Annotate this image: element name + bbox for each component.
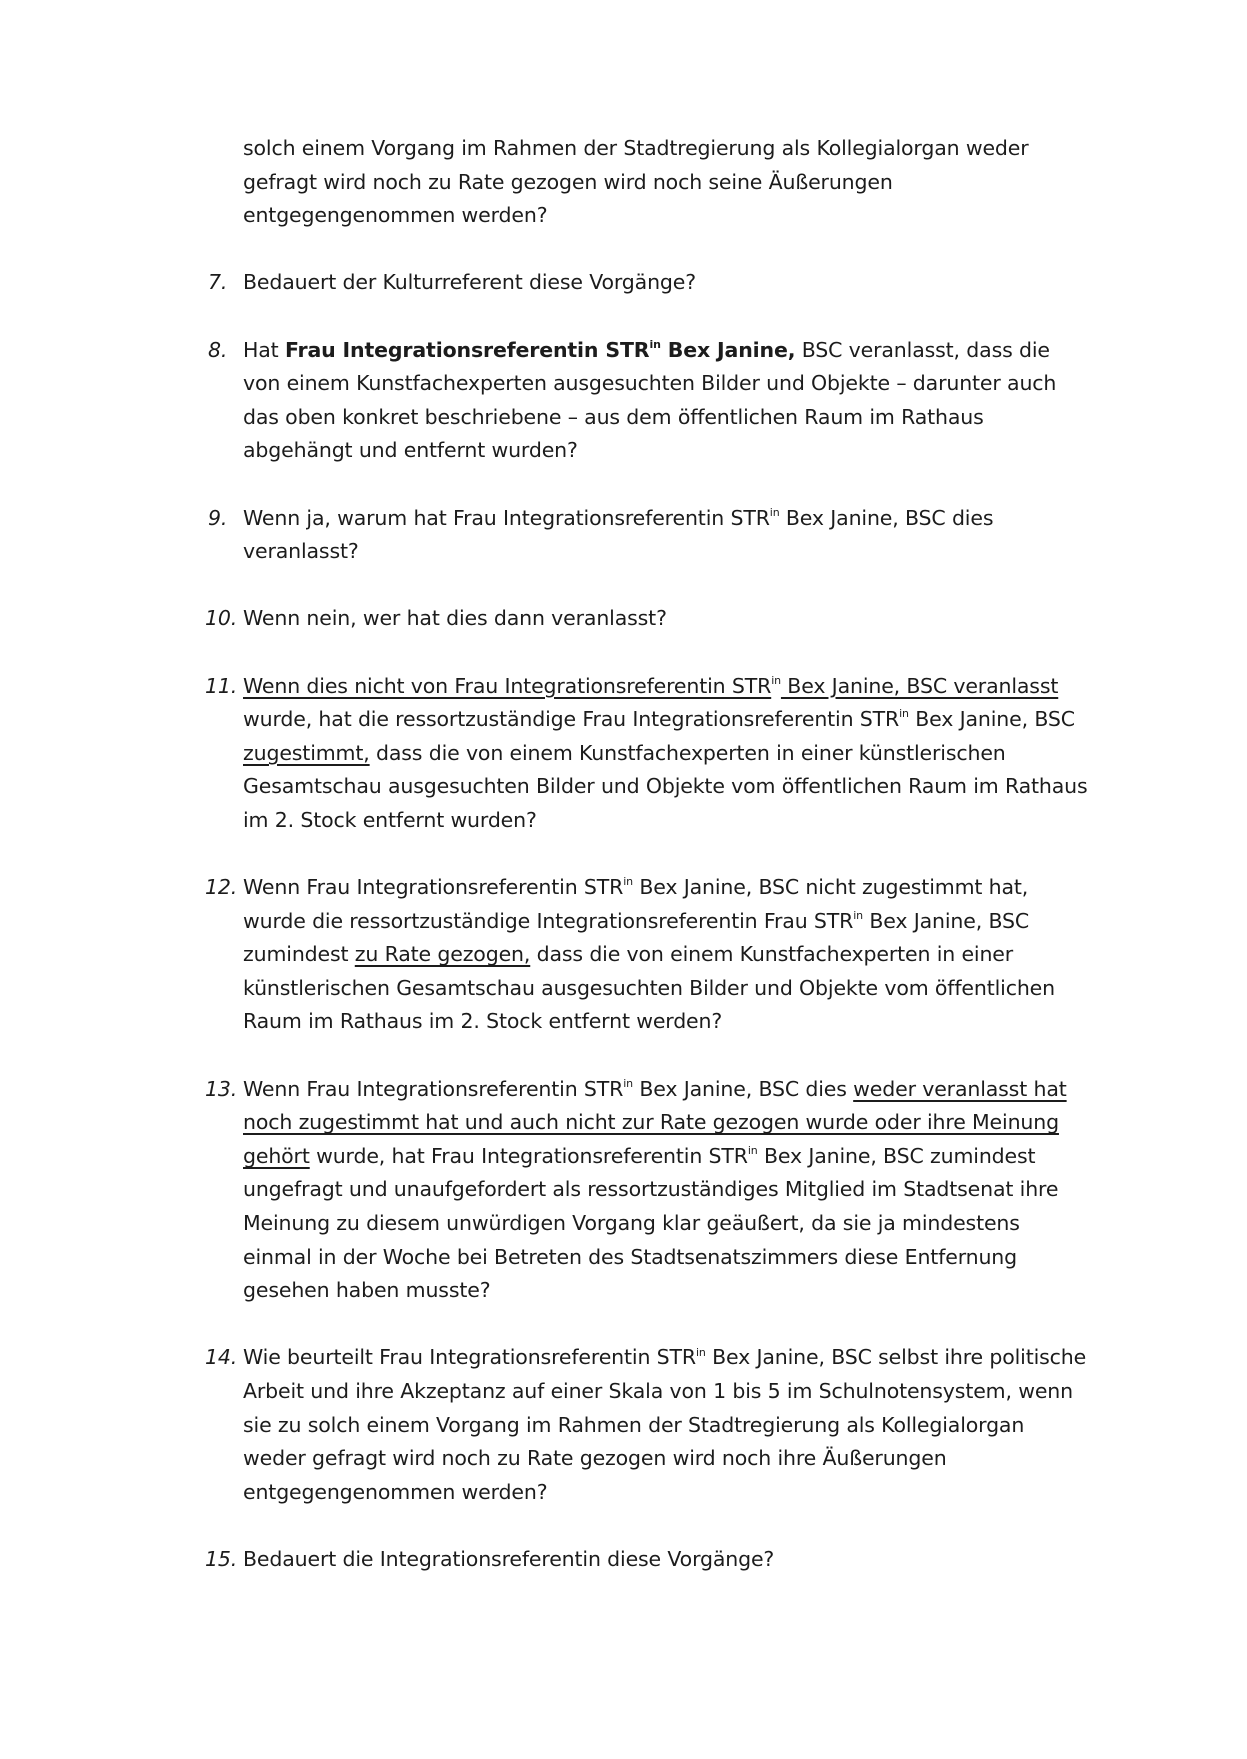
question-number: 15.	[205, 1546, 238, 1571]
question-number: 7.	[208, 270, 228, 295]
question-9: 9. Wenn ja, warum hat Frau Integrationsreferentin $STR^{in}$ Bex Janine, BSC dies veranlasst?	[208, 502, 1088, 569]
superscript: in	[623, 875, 633, 889]
underlined-text: Wenn dies nicht von Frau Integrationsreferentin STR	[243, 673, 772, 698]
question-number: 13.	[205, 1076, 238, 1101]
question-14: 14. Wie beurteilt Frau Integrationsreferentin $STR^{in}$ Bex Janine, BSC selbst ihre politische Arbeit und ihre Akzeptanz auf einer Skala von 1 bis 5 im Schulnotensystem, wenn sie zu solch einem Vorgang im Rahmen der Stadtregierung als Kollegialorgan weder gefragt wird noch zu Rate gezogen wird noch ihre Äußerungen entgegengenommen werden?	[208, 1341, 1088, 1509]
question-12: 12. Wenn Frau Integrationsreferentin $STR^{in}$ Bex Janine, BSC nicht zugestimmt hat, wurde die ressortzuständige Integrationsreferentin Frau $STR^{in}$ Bex Janine, BSC zumindest zu Rate gezogen, dass die von einem Kunstfachexperten in einer künstlerischen Gesamtschau ausgesuchten Bilder und Objekte vom öffentlichen Raum im Rathaus im 2. Stock entfernt werden?	[208, 871, 1088, 1039]
question-number: 8.	[208, 337, 228, 362]
question-number: 11.	[205, 673, 238, 698]
question-10: 10. Wenn nein, wer hat dies dann veranlasst?	[208, 602, 1088, 636]
question-11: 11. Wenn dies nicht von Frau Integrationsreferentin $STR^{in}$ Bex Janine, BSC veranlasst wurde, hat die ressortzuständige Frau Integrationsreferentin $STR^{in}$ Bex Janine, BSC zugestimmt, dass die von einem Kunstfachexperten in einer künstlerischen Gesamtschau ausgesuchten Bilder und Objekte vom öffentlichen Raum im Rathaus im 2. Stock entfernt wurden?	[208, 670, 1088, 838]
question-number: 9.	[208, 505, 228, 530]
superscript: in	[696, 1345, 706, 1359]
superscript: in	[649, 337, 661, 351]
bold-name: Bex Janine,	[660, 337, 796, 362]
question-number: 14.	[205, 1345, 238, 1370]
underlined-text: weder veranlasst hat noch zugestimmt hat und auch nicht zur Rate gezogen wurde oder ihre Meinung gehört	[243, 1076, 1067, 1168]
underlined-text: Bex Janine, BSC veranlasst	[780, 673, 1059, 698]
superscript: in	[853, 908, 863, 922]
question-13: 13. Wenn Frau Integrationsreferentin $STR^{in}$ Bex Janine, BSC dies weder veranlasst hat noch zugestimmt hat und auch nicht zur Rate gezogen wurde oder ihre Meinung gehört wurde, hat Frau Integrationsreferentin $STR^{in}$ Bex Janine, BSC zumindest ungefragt und unaufgefordert als ressortzuständiges Mitglied im Stadtsenat ihre Meinung zu diesem unwürdigen Vorgang klar geäußert, da sie ja mindestens einmal in der Woche bei Betreten des Stadtsenatszimmers diese Entfernung gesehen haben musste?	[208, 1073, 1088, 1308]
question-7: 7. Bedauert der Kulturreferent diese Vorgänge?	[208, 266, 1088, 300]
question-15: 15. Bedauert die Integrationsreferentin diese Vorgänge?	[208, 1543, 1088, 1577]
superscript: in	[747, 1143, 758, 1157]
superscript: in	[899, 707, 909, 721]
question-number: 10.	[205, 606, 238, 631]
superscript: in	[769, 505, 780, 519]
underlined-text: zugestimmt,	[243, 740, 370, 765]
underlined-text: zu Rate gezogen,	[354, 942, 531, 967]
superscript: in	[771, 673, 781, 687]
question-8: 8. Hat Frau Integrationsreferentin $STR^{in}$ Bex Janine, BSC veranlasst, dass die von einem Kunstfachexperten ausgesuchten Bilder und Objekte – darunter auch das oben konkret beschriebene – aus dem öffentlichen Raum im Rathaus abgehängt und entfernt wurden?	[208, 334, 1088, 468]
superscript: in	[623, 1076, 633, 1090]
bold-name: Frau Integrationsreferentin STR	[284, 337, 650, 362]
intro-paragraph: solch einem Vorgang im Rahmen der Stadtregierung als Kollegialorgan weder gefragt wird noch zu Rate gezogen wird noch seine Äußerungen entgegengenommen werden?	[243, 136, 1029, 228]
question-number: 12.	[205, 875, 238, 900]
question-list	[205, 132, 1088, 1610]
